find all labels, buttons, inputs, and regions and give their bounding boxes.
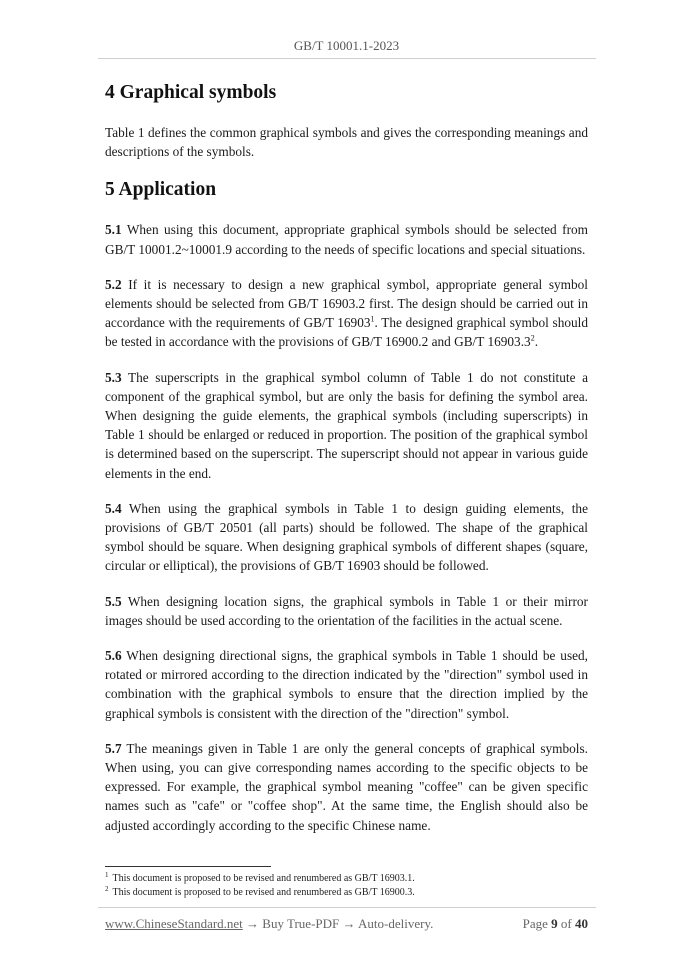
footnote-ref-1: 1 [370,314,375,324]
clause-text: If it is necessary to design a new graphical symbol, appropriate general symbol elements should be selected from GB/T 16903.2 first. The design should be carried out in accordance with the requirements of GB/T 16903 [105,276,588,331]
clause-text: When designing location signs, the graphical symbols in Table 1 or their mirror images should be used according to the orientation of the facilities in the actual scene. [105,593,588,628]
clause-number: 5.3 [105,369,122,385]
footnote-mark: 1 [105,870,109,879]
clause-5-6 [105,646,588,723]
clause-text: . [534,334,539,350]
section-5-heading: 5 Application [105,179,217,201]
section-4-heading: 4 Graphical symbols [105,82,277,103]
page-label: Page [522,916,548,931]
clause-5-3 [105,368,588,483]
of-label: of [560,916,572,931]
section-4-text: Table 1 defines the common graphical symbols and gives the corresponding meanings and descriptions of the symbols. [105,125,588,160]
arrow-icon: → [339,916,359,931]
clause-text: The meanings given in Table 1 are only the general concepts of graphical symbols. When using, you can give corresponding names according to the specific objects to be expressed. For example, the graphical symbol meaning "coffee" can be given specific names such as "cafe" or "coffee shop". At the same time, the English should also be adjusted accordingly according to the specific Chinese name. [105,740,588,833]
clause-number: 5.2 [105,276,122,292]
running-header: GB/T 10001.1-2023 [293,38,400,53]
footnote-divider [105,866,271,867]
clause-5-2 [105,275,588,352]
clause-number: 5.4 [105,500,122,516]
footnote-mark: 2 [105,884,109,893]
clause-text: When using the graphical symbols in Table 1 to design guiding elements, the provisions of GB/T 20501 (all parts) should be followed. The shape of the graphical symbol should be square. When designing graphical symbols of different shapes (square, circular or elliptical), the provisions of GB/T 16903 should be followed. [105,500,588,574]
clause-5-1 [105,220,588,258]
clause-5-5 [105,592,588,630]
footnote-1 [105,872,588,886]
arrow-icon: → [242,916,263,931]
clause-number: 5.1 [105,222,122,238]
buy-text: Buy True-PDF [262,916,340,931]
footer-divider [98,907,596,908]
clause-5-7 [105,739,588,835]
header-divider [98,58,596,59]
clause-5-4 [105,499,588,576]
clause-text: When designing directional signs, the graphical symbols in Table 1 should be used, rotated or mirrored according to the direction indicated by the "direction" symbol used in combination with the graphical symbols to ensure that the direction implied by the graphical symbols is consistent with the direction of the "direction" symbol. [105,648,588,721]
delivery-text: Auto-delivery. [358,916,434,931]
clause-text: The superscripts in the graphical symbol column of Table 1 do not constitute a component of the graphical symbol, but are only the basis for defining the symbol area. When designing the guide elements, the graphical symbols (including superscripts) in Table 1 should be enlarged or reduced in proportion. The position of the graphical symbol is determined based on the superscript. The superscript should not appear in various guide elements in the end. [105,369,588,481]
page-content [105,80,588,835]
clause-number: 5.6 [105,648,122,664]
page-total: 40 [575,916,588,931]
website-link[interactable]: www.ChineseStandard.net [105,916,243,931]
footnote-text: This document is proposed to be revised and renumbered as GB/T 16900.3. [112,887,415,898]
footnote-2 [105,886,588,900]
footnote-ref-2: 2 [530,334,535,343]
page-number: 9 [551,916,558,931]
footer-promo [105,916,433,932]
page-indicator [523,916,588,932]
clause-number: 5.7 [105,740,122,756]
clause-number: 5.5 [105,593,122,609]
clause-text: . The designed graphical symbol should be tested in accordance with the provisions of GB/T 16900.2 and GB/T 16903.3 [105,315,588,350]
footnotes [105,872,588,900]
clause-text: When using this document, appropriate graphical symbols should be selected from GB/T 10001.2~10001.9 according to the needs of specific locations and special situations. [105,222,588,257]
footnote-text: This document is proposed to be revised and renumbered as GB/T 16903.1. [112,873,415,884]
